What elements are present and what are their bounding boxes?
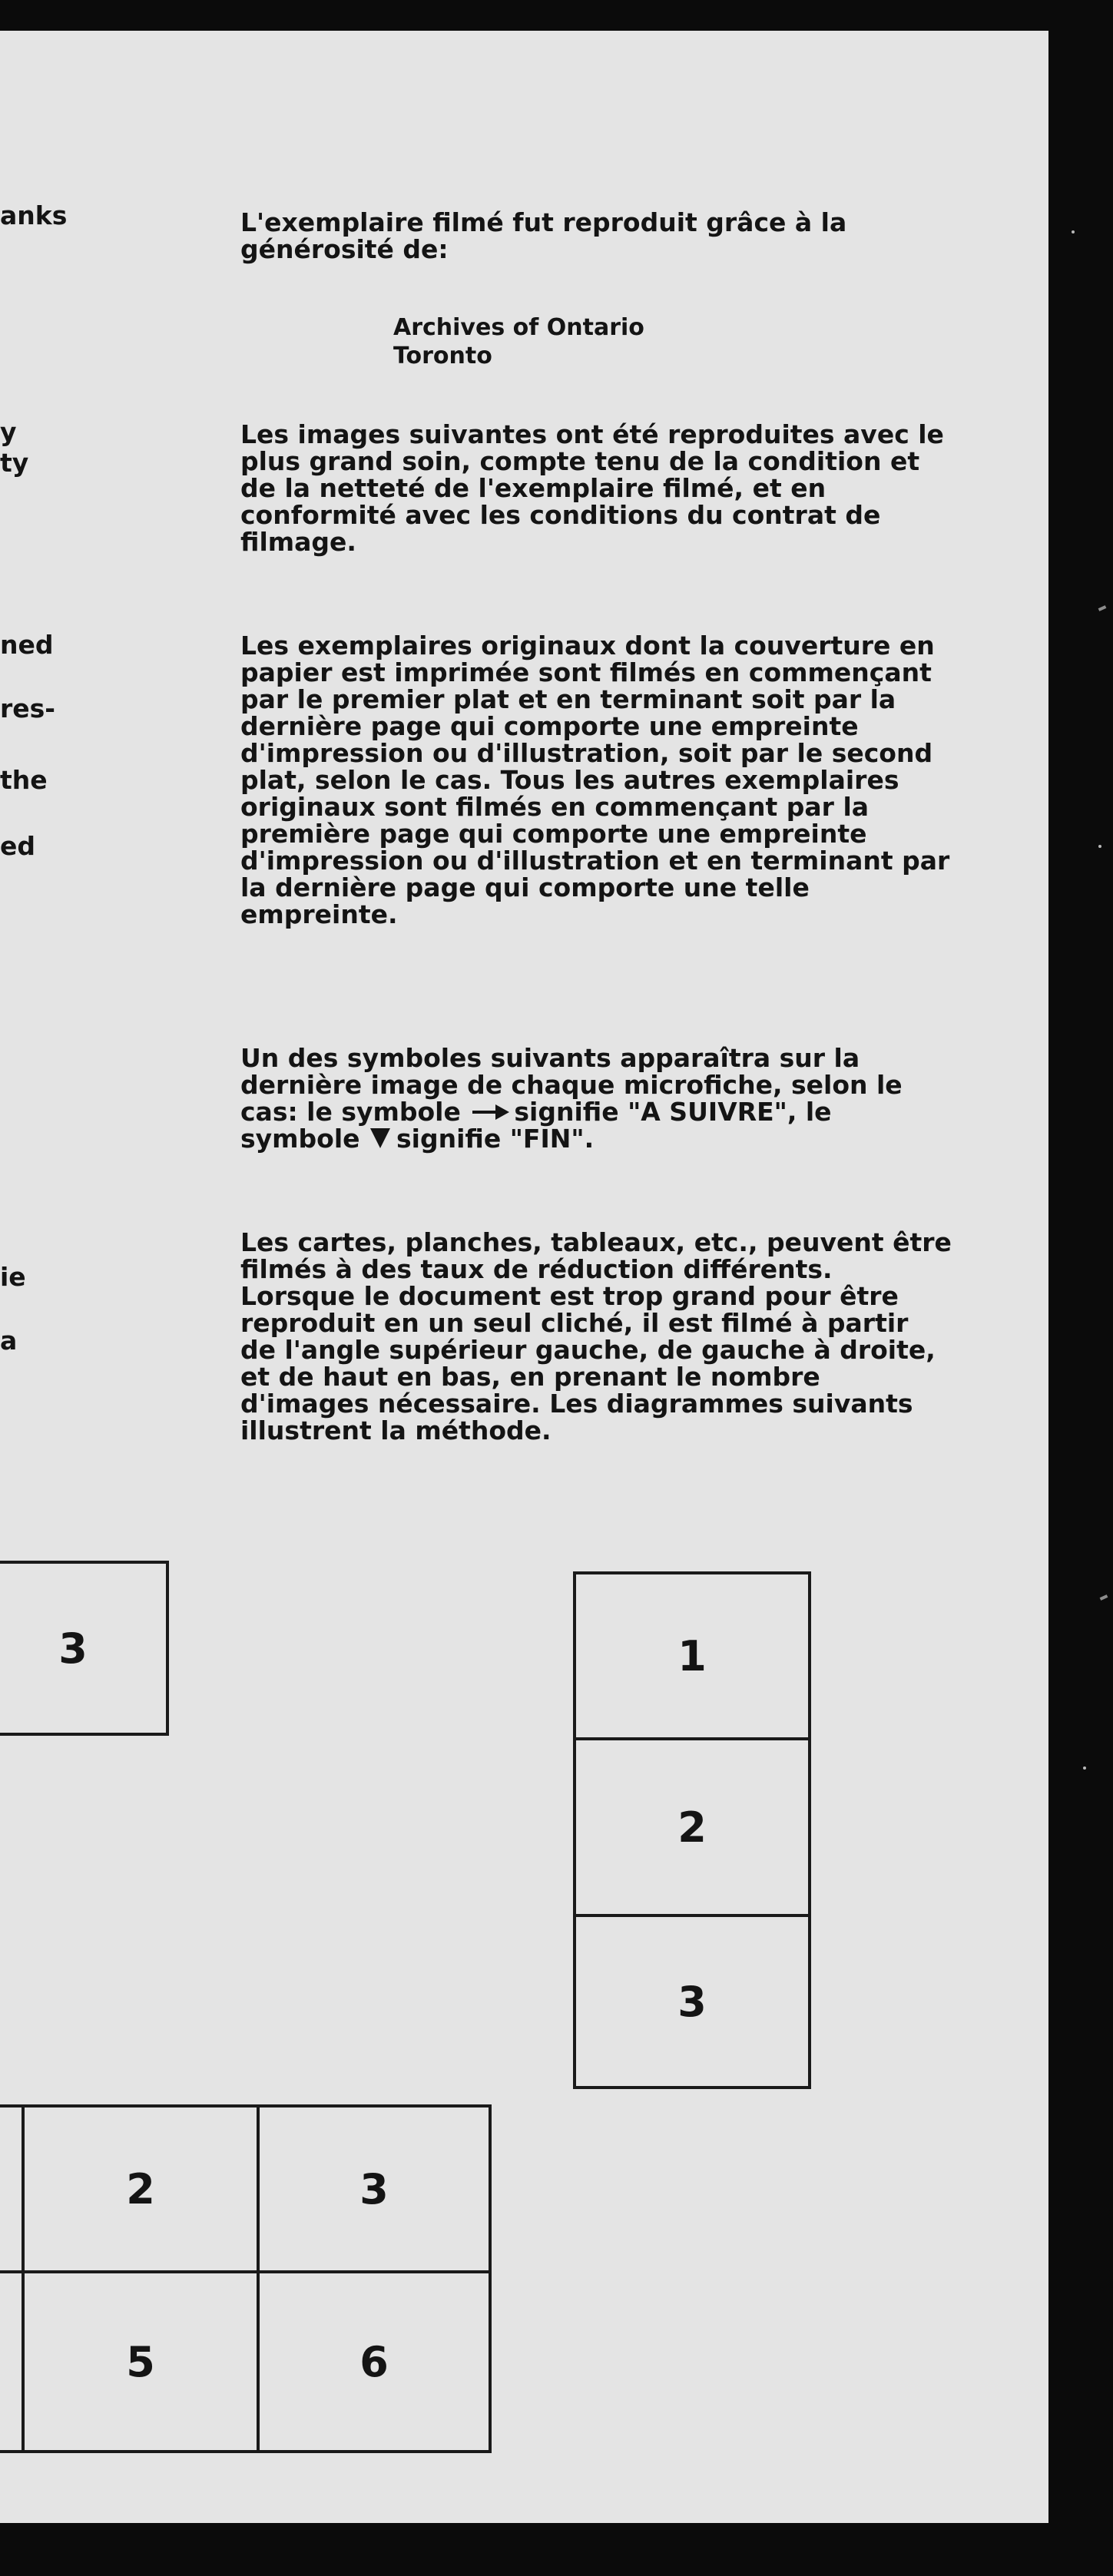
left-fragment: the [0,765,48,795]
intro-line: L'exemplaire filmé fut reproduit grâce à la [240,207,847,237]
edge-speck [1098,845,1101,848]
paragraph-line: de la netteté de l'exemplaire filmé, et en [240,473,826,503]
paragraph-line: filmage. [240,527,356,557]
edge-mark [1098,605,1107,611]
paragraph-text: signifie "A SUIVRE", le [514,1097,832,1127]
paragraph-line: dernière page qui comporte une empreinte [240,711,859,741]
edge-speck [1083,1766,1086,1770]
institution-name: Archives of Ontario [393,314,644,341]
left-fragment: ned [0,630,54,660]
intro-text [240,209,1009,263]
paragraph-line: d'impression ou d'illustration et en terminant par [240,846,950,876]
paragraph-line [240,1098,1009,1125]
paragraph-line: plus grand soin, compte tenu de la condition et [240,446,920,476]
left-fragment: ie [0,1262,26,1292]
institution [393,313,1113,370]
paragraph-line: papier est imprimée sont filmés en commençant [240,657,932,687]
diagram-row-cell: 3 [0,1561,169,1736]
paragraph-line: et de haut en bas, en prenant le nombre [240,1362,820,1392]
left-fragment: a [0,1326,18,1356]
paragraph-line [240,1125,1009,1152]
paragraph-line: illustrent la méthode. [240,1415,552,1445]
paragraph-maps [240,1229,1009,1444]
left-fragment: y [0,417,17,447]
paragraph-line: la dernière page qui comporte une telle [240,872,810,902]
diagram-grid-cell: 5 [22,2270,260,2453]
paragraph-line: d'images nécessaire. Les diagrammes suivants [240,1389,913,1419]
paragraph-text: cas: le symbole [240,1097,461,1127]
arrow-right-icon [472,1109,509,1115]
triangle-down-icon [370,1128,390,1148]
diagram-column-cell: 2 [573,1737,811,1917]
diagram-column-cell: 1 [573,1571,811,1740]
paragraph-text: symbole [240,1124,360,1154]
paragraph-line: Lorsque le document est trop grand pour être [240,1281,899,1311]
paragraph-line: première page qui comporte une empreinte [240,819,867,849]
intro-line: générosité de: [240,234,449,264]
paragraph-line: reproduit en un seul cliché, il est filmé à partir [240,1308,909,1338]
paragraph-line: filmés à des taux de réduction différents. [240,1254,833,1284]
paragraph-originals [240,632,1009,928]
left-fragment: res- [0,694,55,723]
edge-speck [1072,230,1075,233]
diagram-grid-cell: 6 [257,2270,492,2453]
paragraph-line: Les exemplaires originaux dont la couverture en [240,631,935,661]
paragraph-line: Les cartes, planches, tableaux, etc., peuvent être [240,1227,952,1257]
edge-mark [1100,1594,1108,1601]
paragraph-text: signifie "FIN". [396,1124,595,1154]
paragraph-line: Un des symboles suivants apparaîtra sur la [240,1043,860,1073]
paragraph-line: dernière image de chaque microfiche, selon le [240,1070,903,1100]
diagram-grid-cell: 2 [22,2104,260,2273]
left-fragment: ed [0,831,36,861]
paragraph-line: conformité avec les conditions du contrat de [240,500,881,530]
paragraph-line: Les images suivantes ont été reproduites avec le [240,419,944,449]
paragraph-line: originaux sont filmés en commençant par la [240,792,870,822]
diagram-grid-cell: 3 [257,2104,492,2273]
paragraph-line: d'impression ou d'illustration, soit par le second [240,738,933,768]
left-fragment: ty [0,448,29,478]
paragraph-line: empreinte. [240,899,398,929]
paragraph-line: plat, selon le cas. Tous les autres exemplaires [240,765,899,795]
paragraph-symbols [240,1045,1009,1152]
paragraph-line: de l'angle supérieur gauche, de gauche à droite, [240,1335,936,1365]
paragraph-line: par le premier plat et en terminant soit par la [240,684,896,714]
institution-city: Toronto [393,343,492,369]
paragraph-care [240,421,1009,555]
diagram-column-cell: 3 [573,1914,811,2089]
left-fragment: anks [0,200,68,230]
